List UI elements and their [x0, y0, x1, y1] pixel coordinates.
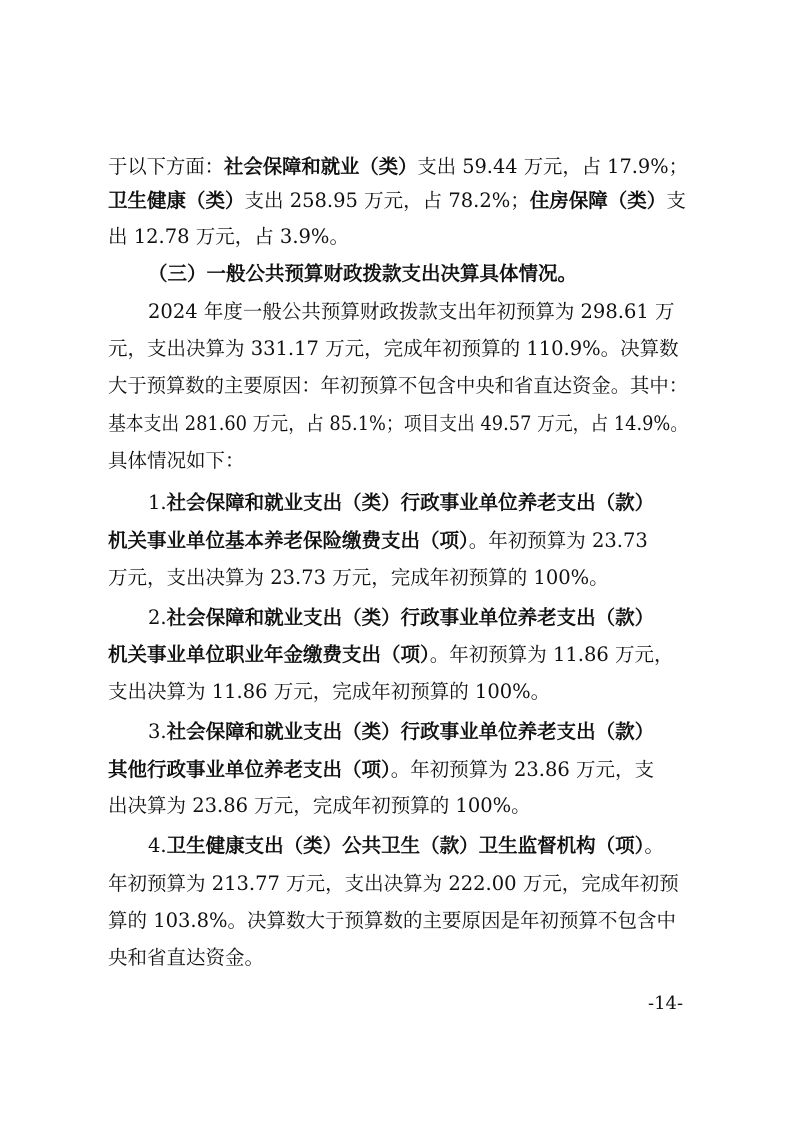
body-line: [108, 155, 688, 179]
bold-heading-run: 住房保障（类）: [529, 189, 667, 212]
text-run: 基本支出 281.60 万元，占 85.1%；项目支出 49.57 万元，占 14.9%。: [108, 412, 689, 435]
text-run: 于以下方面：: [108, 155, 225, 178]
body-line: [108, 680, 550, 704]
bold-heading-run: 社会保障和就业支出（类）: [166, 491, 401, 514]
text-run: 具体情况如下：: [108, 449, 245, 472]
body-line: [108, 449, 245, 473]
item-number: 3.: [148, 720, 167, 743]
item-number: 1.: [148, 491, 167, 514]
bold-heading-run: 行政事业单位养老支出（款）: [400, 491, 655, 514]
section-heading: [148, 262, 577, 286]
bold-heading-run: 其他行政事业单位养老支出（项）: [108, 758, 391, 781]
bold-heading-run: （三）一般公共预算财政拨款支出决算具体情况。: [148, 262, 578, 285]
body-line: [108, 412, 688, 436]
body-line: [148, 300, 674, 324]
text-run: 万元，支出决算为 23.73 万元，完成年初预算的 100%。: [108, 566, 609, 589]
text-run: 年初预算为 213.77 万元，支出决算为 222.00 万元，完成年初预: [108, 872, 679, 895]
text-run: 元，支出决算为 331.17 万元，完成年初预算的 110.9%。决算数: [108, 337, 679, 360]
item-line: [108, 529, 648, 553]
item-number: 4.: [148, 834, 167, 857]
text-run: 支: [666, 189, 686, 212]
item-line: [148, 834, 664, 858]
bold-heading-run: 卫生健康支出（类）公共卫生（款）卫生监督机构（项）: [166, 834, 645, 857]
text-run: 算的 103.8%。决算数大于预算数的主要原因是年初预算不包含中: [108, 909, 677, 932]
bold-heading-run: 机关事业单位基本养老保险缴费支出（项）: [108, 529, 469, 552]
body-line: [108, 946, 264, 970]
item-line: [148, 606, 654, 630]
body-line: [108, 794, 531, 818]
body-line: [108, 909, 676, 933]
item-line: [108, 758, 654, 782]
bold-heading-run: 机关事业单位职业年金缴费支出（项）: [108, 643, 430, 666]
bold-heading-run: 卫生健康（类）: [108, 189, 245, 212]
text-run: 。年初预算为 23.73: [468, 529, 648, 552]
body-line: [108, 374, 688, 398]
item-line: [148, 720, 654, 744]
text-run: 支出 258.95 万元，占 78.2%；: [244, 189, 530, 212]
text-run: 支出 59.44 万元，占 17.9%；: [417, 155, 688, 178]
text-run: 。: [644, 834, 664, 857]
text-run: 出 12.78 万元，占 3.9%。: [108, 225, 349, 248]
body-line: [108, 872, 679, 896]
text-run: 支出决算为 11.86 万元，完成年初预算的 100%。: [108, 680, 551, 703]
text-run: 央和省直达资金。: [108, 946, 265, 969]
body-line: [108, 189, 686, 213]
item-line: [108, 643, 674, 667]
body-line: [108, 337, 679, 361]
bold-heading-run: 社会保障和就业支出（类）行政事业单位养老支出（款）: [166, 720, 655, 743]
text-run: 。年初预算为 11.86 万元，: [429, 643, 674, 666]
item-number: 2.: [148, 606, 167, 629]
text-run: 2024 年度一般公共预算财政拨款支出年初预算为 298.61 万: [148, 300, 675, 323]
text-run: 。年初预算为 23.86 万元，支: [390, 758, 654, 781]
body-line: [108, 225, 349, 249]
text-run: 出决算为 23.86 万元，完成年初预算的 100%。: [108, 794, 531, 817]
body-line: [108, 566, 609, 590]
bold-heading-run: 社会保障和就业（类）: [224, 155, 418, 178]
bold-heading-run: 社会保障和就业支出（类）行政事业单位养老支出（款）: [166, 606, 655, 629]
text-run: 大于预算数的主要原因：年初预算不包含中央和省直达资金。其中：: [108, 374, 689, 397]
item-line: [148, 491, 654, 515]
page-number: -14-: [648, 993, 684, 1014]
